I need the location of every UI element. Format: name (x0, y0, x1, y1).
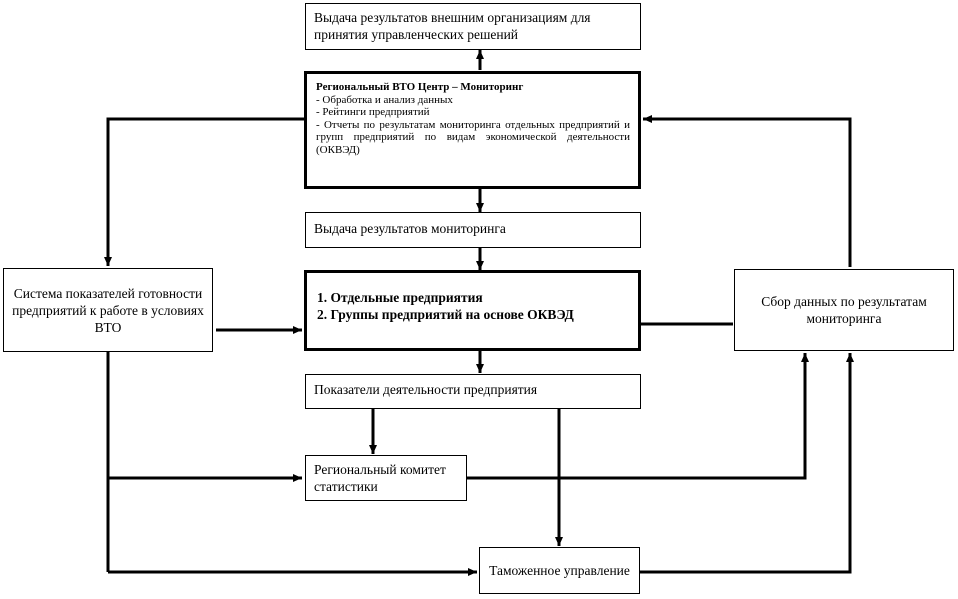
arrow-customs-to-data-collection (640, 353, 850, 572)
monitoring-center-box (304, 71, 641, 189)
data-collection-text: Сбор данных по результатам мониторинга (761, 294, 927, 326)
monitoring-center-item: - Отчеты по результатам мониторинга отдельных предприятий и групп предприятий по видам экономической деятельности (ОКВЭД) (316, 118, 630, 156)
monitoring-center-item: - Обработка и анализ данных (316, 93, 453, 106)
external-output-text: Выдача результатов внешним организациям для принятия управленческих решений (314, 10, 591, 42)
customs-box (479, 547, 640, 594)
activity-indicators-box (305, 374, 641, 409)
monitoring-center-item: - Рейтинги предприятий (316, 106, 430, 118)
enterprises-box (304, 270, 641, 351)
enterprises-line: 1. Отдельные предприятия (317, 290, 483, 305)
enterprises-line: 2. Группы предприятий на основе ОКВЭД (317, 307, 574, 322)
external-output-box (305, 3, 641, 50)
indicator-system-text: Система показателей готовности предприятий к работе в условиях ВТО (12, 285, 204, 335)
arrow-data-collection-to-center (643, 119, 850, 267)
indicator-system-box (3, 268, 213, 352)
activity-indicators-text: Показатели деятельности предприятия (314, 382, 538, 397)
statistics-committee-text: Региональный комитет статистики (314, 462, 446, 494)
monitoring-output-box (305, 212, 641, 248)
arrow-center-to-indicator-system (108, 119, 304, 266)
monitoring-center-title: Региональный ВТО Центр – Мониторинг (316, 81, 524, 93)
monitoring-output-text: Выдача результатов мониторинга (314, 221, 506, 236)
arrow-statistics-to-data-collection (467, 353, 805, 478)
data-collection-box (734, 269, 954, 351)
statistics-committee-box (305, 455, 467, 501)
customs-text: Таможенное управление (489, 563, 630, 578)
